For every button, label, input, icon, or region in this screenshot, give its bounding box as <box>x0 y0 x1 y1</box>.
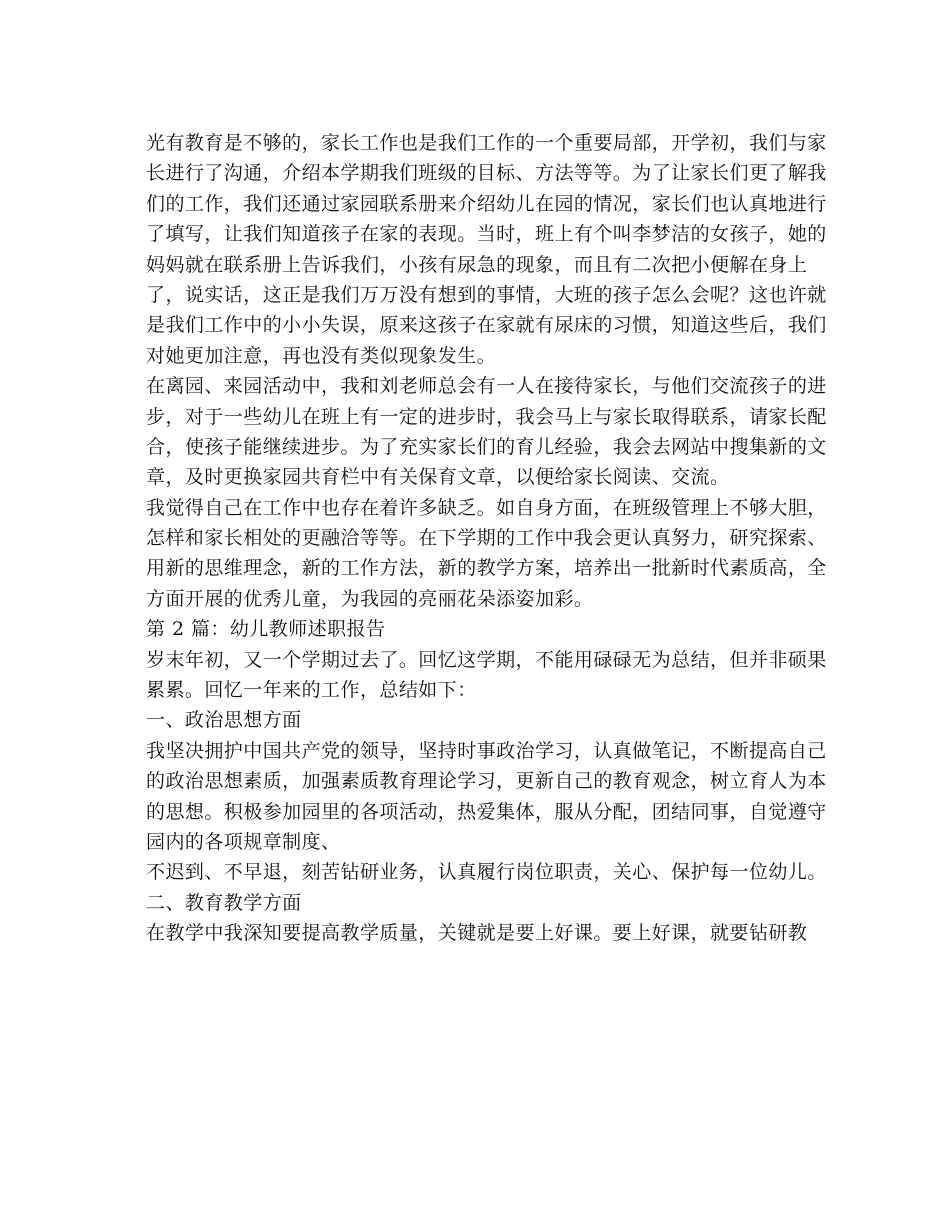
text-line: 园内的各项规章制度、 <box>146 830 341 853</box>
subsection-heading: 二、教育教学方面 <box>146 891 302 914</box>
text-line: 们的工作，我们还通过家园联系册来介绍幼儿在园的情况，家长们也认真地进行 <box>146 192 827 215</box>
text-line: 了，说实话，这正是我们万万没有想到的事情，大班的孩子怎么会呢？这也许就 <box>146 283 827 306</box>
text-line: 怎样和家长相处的更融洽等等。在下学期的工作中我会更认真努力，研究探索、 <box>146 527 827 550</box>
subsection-heading: 一、政治思想方面 <box>146 709 302 732</box>
text-line: 的政治思想素质，加强素质教育理论学习，更新自己的教育观念，树立育人为本 <box>146 770 827 793</box>
text-line: 我觉得自己在工作中也存在着许多缺乏。如自身方面，在班级管理上不够大胆， <box>146 496 827 519</box>
text-line: 了填写，让我们知道孩子在家的表现。当时，班上有个叫李梦洁的女孩子，她的 <box>146 223 827 246</box>
text-line: 我坚决拥护中国共产党的领导，坚持时事政治学习，认真做笔记，不断提高自己 <box>146 739 827 762</box>
text-line: 章，及时更换家园共育栏中有关保育文章，以便给家长阅读、交流。 <box>146 466 730 489</box>
text-line: 累累。回忆一年来的工作，总结如下： <box>146 679 477 702</box>
text-line: 是我们工作中的小小失误，原来这孩子在家就有尿床的习惯，知道这些后，我们 <box>146 314 827 337</box>
text-line: 光有教育是不够的，家长工作也是我们工作的一个重要局部，开学初，我们与家 <box>146 132 827 154</box>
text-line: 合，使孩子能继续进步。为了充实家长们的育儿经验，我会去网站中搜集新的文 <box>146 435 827 458</box>
text-line: 在离园、来园活动中，我和刘老师总会有一人在接待家长，与他们交流孩子的进 <box>146 375 827 398</box>
text-line: 的思想。积极参加园里的各项活动，热爱集体，服从分配，团结同事，自觉遵守 <box>146 800 827 823</box>
document-body <box>146 128 827 949</box>
text-line: 方面开展的优秀儿童，为我园的亮丽花朵添姿加彩。 <box>146 587 594 610</box>
text-line: 对她更加注意，再也没有类似现象发生。 <box>146 344 497 367</box>
text-line: 岁末年初，又一个学期过去了。回忆这学期，不能用碌碌无为总结，但并非硕果 <box>146 648 827 671</box>
section-heading: 第 2 篇：幼儿教师述职报告 <box>146 618 386 641</box>
text-line: 在教学中我深知要提高教学质量，关键就是要上好课。要上好课，就要钻研教 <box>146 922 808 945</box>
text-line: 妈妈就在联系册上告诉我们，小孩有尿急的现象，而且有二次把小便解在身上 <box>146 253 808 276</box>
text-line: 用新的思维理念，新的工作方法，新的教学方案，培养出一批新时代素质高，全 <box>146 557 827 580</box>
text-line: 不迟到、不早退，刻苦钻研业务，认真履行岗位职责，关心、保护每一位幼儿。 <box>146 861 827 884</box>
text-line: 步，对于一些幼儿在班上有一定的进步时，我会马上与家长取得联系，请家长配 <box>146 405 827 428</box>
text-line: 长进行了沟通，介绍本学期我们班级的目标、方法等等。为了让家长们更了解我 <box>146 162 827 185</box>
